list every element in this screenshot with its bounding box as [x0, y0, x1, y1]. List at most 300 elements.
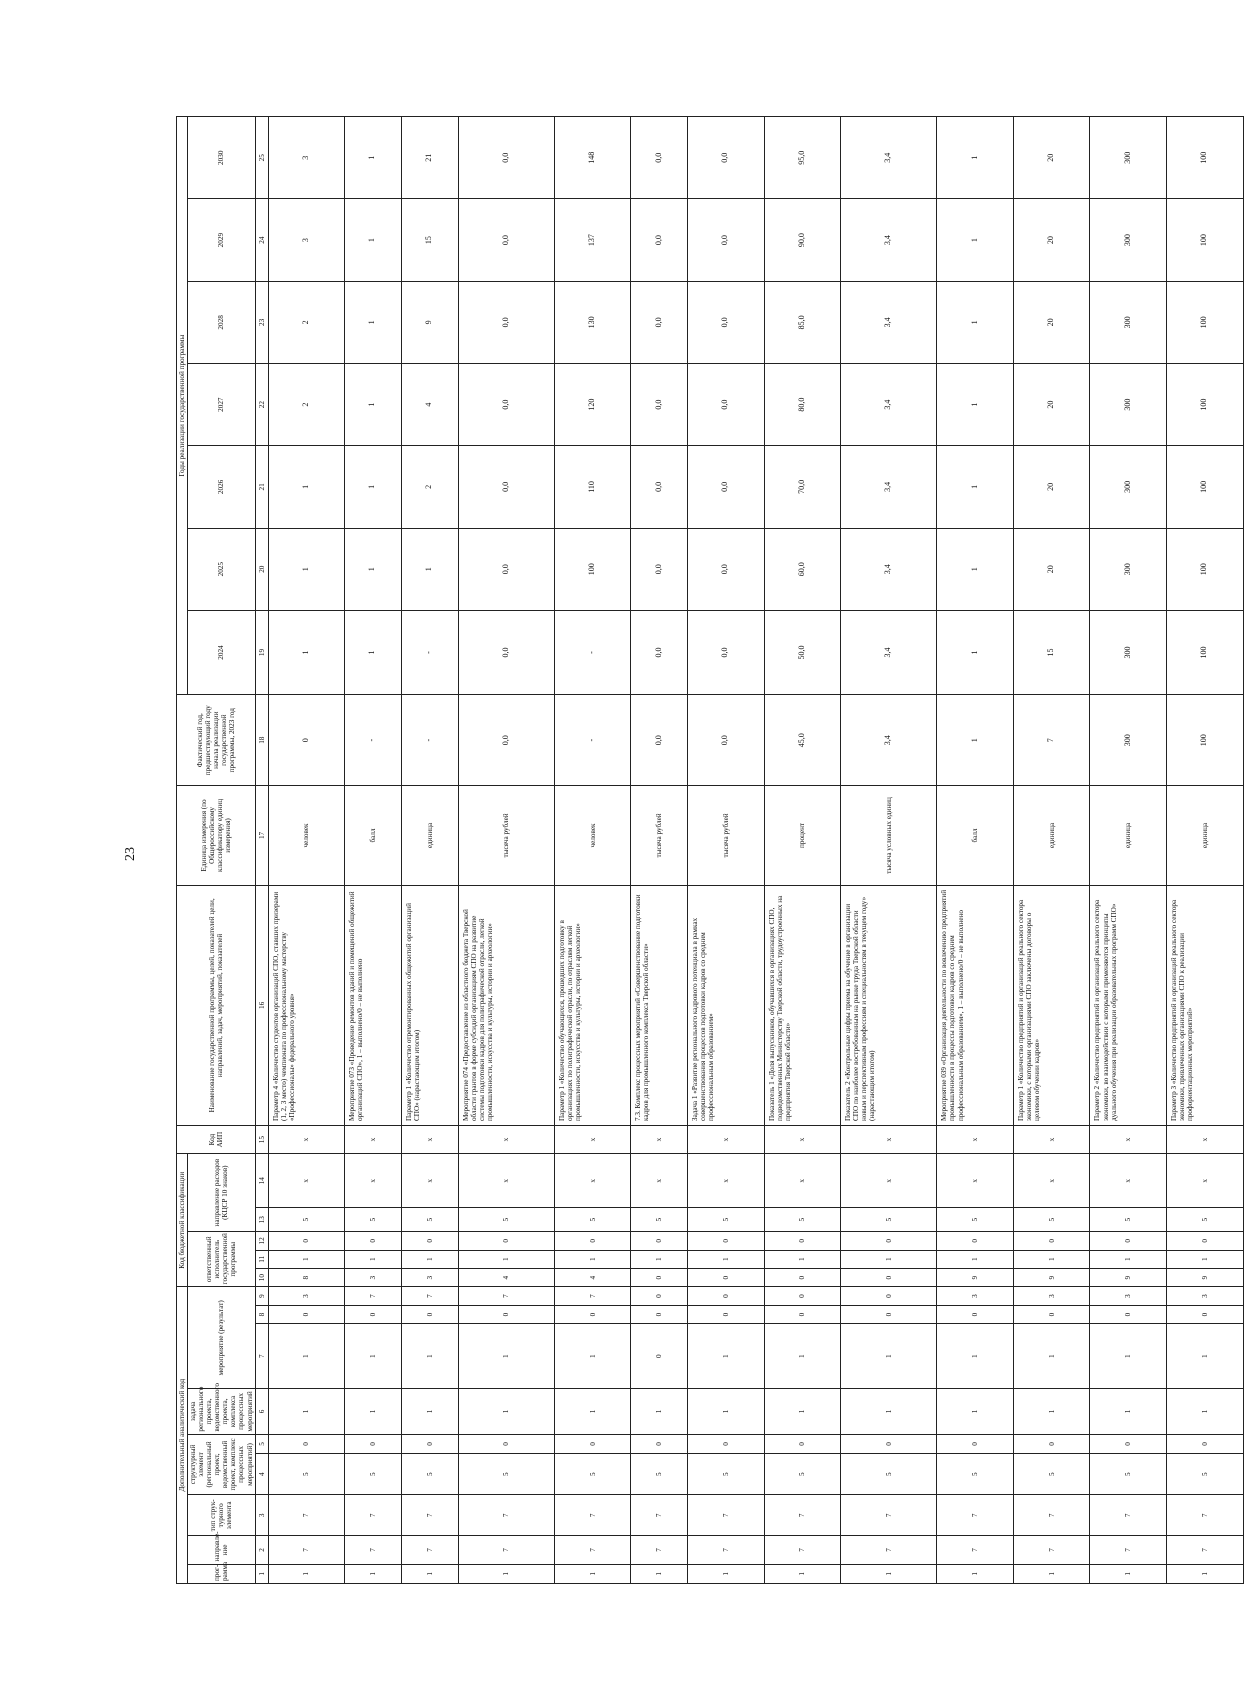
unit-cell: единица [401, 786, 458, 886]
column-number: 9 [255, 1287, 268, 1306]
year-value: 0,0 [458, 117, 554, 199]
column-number: 6 [255, 1389, 268, 1434]
code-cell: 7 [554, 1287, 631, 1306]
column-number: 22 [255, 364, 268, 446]
code-cell: 7 [688, 1536, 765, 1564]
year-value: 3,4 [841, 446, 937, 528]
code-cell: 7 [937, 1536, 1014, 1564]
column-number: 17 [255, 786, 268, 886]
unit-cell: тысяча рублей [688, 786, 765, 886]
unit-cell: балл [345, 786, 402, 886]
code-cell: 1 [554, 1250, 631, 1268]
code-cell: 0 [458, 1434, 554, 1453]
code-cell: 4 [458, 1268, 554, 1286]
column-number: 11 [255, 1250, 268, 1268]
year-value: 20 [1013, 446, 1090, 528]
header-unit: Единица измерения (по Общероссийскому классификатору единиц измерения) [177, 786, 256, 886]
year-value: 3,4 [841, 117, 937, 199]
year-value: - [554, 610, 631, 694]
header-year-2030: 2030 [188, 117, 256, 199]
unit-cell: единица [1166, 786, 1243, 886]
code-cell: 1 [631, 1250, 688, 1268]
table-row [937, 117, 1014, 1584]
code-cell: 1 [1013, 1564, 1090, 1583]
code-cell: 0 [764, 1287, 841, 1306]
year-value: 100 [1166, 281, 1243, 363]
base-year-value: - [345, 695, 402, 786]
code-cell: 7 [458, 1287, 554, 1306]
code-cell: 7 [1013, 1495, 1090, 1536]
year-value: 0,0 [631, 199, 688, 281]
year-value: 1 [268, 528, 345, 610]
code-cell: 1 [458, 1389, 554, 1434]
table-row [841, 117, 937, 1584]
year-value: 1 [937, 610, 1014, 694]
code-cell: 9 [1090, 1268, 1167, 1286]
code-cell: 5 [268, 1208, 345, 1232]
code-cell: 5 [631, 1454, 688, 1495]
code-cell: 7 [401, 1495, 458, 1536]
code-cell: x [631, 1154, 688, 1208]
column-number: 10 [255, 1268, 268, 1286]
code-cell: 1 [841, 1389, 937, 1434]
code-cell: 0 [268, 1232, 345, 1250]
code-cell: x [1166, 1154, 1243, 1208]
item-name: 7.3. Комплекс процессных мероприятий «Совершенствование подготовки кадров для промышленного комплекса Тверской области» [631, 885, 688, 1125]
year-value: 0,0 [631, 610, 688, 694]
code-cell: 0 [937, 1232, 1014, 1250]
program-table [176, 116, 1244, 1584]
code-cell: 5 [1090, 1208, 1167, 1232]
header-row-1 [177, 117, 188, 1584]
table-row [688, 117, 765, 1584]
header-executor: ответственный исполнитель государственной программы [188, 1232, 256, 1287]
year-value: 148 [554, 117, 631, 199]
year-value: 2 [268, 281, 345, 363]
year-value: 137 [554, 199, 631, 281]
code-cell: 0 [688, 1232, 765, 1250]
code-cell: 1 [554, 1564, 631, 1583]
rotated-page [176, 116, 1209, 1584]
year-value: 60,0 [764, 528, 841, 610]
column-number: 16 [255, 885, 268, 1125]
year-value: 0,0 [458, 610, 554, 694]
code-cell: 0 [554, 1434, 631, 1453]
code-cell: 5 [401, 1454, 458, 1495]
year-value: 1 [345, 199, 402, 281]
table-row [1166, 117, 1243, 1584]
unit-cell: единица [1013, 786, 1090, 886]
year-value: 1 [345, 281, 402, 363]
code-cell: 1 [1090, 1250, 1167, 1268]
code-cell: x [688, 1154, 765, 1208]
code-cell: 5 [937, 1208, 1014, 1232]
year-value: 0,0 [688, 528, 765, 610]
year-value: - [401, 610, 458, 694]
code-cell: 1 [268, 1250, 345, 1268]
code-cell: 1 [345, 1564, 402, 1583]
code-cell: 9 [1013, 1268, 1090, 1286]
code-cell: 0 [1013, 1305, 1090, 1323]
code-cell: 0 [268, 1434, 345, 1453]
header-name: Наименование государственной программы, целей, показателей цели, направлений, задач, мероприятий, показателей [177, 885, 256, 1125]
year-value: 20 [1013, 117, 1090, 199]
year-value: 1 [937, 364, 1014, 446]
base-year-value: 7 [1013, 695, 1090, 786]
code-cell: 1 [401, 1564, 458, 1583]
header-program: прог-рамма [188, 1564, 256, 1583]
column-number: 7 [255, 1324, 268, 1389]
unit-cell: тысяча рублей [458, 786, 554, 886]
code-cell: 7 [458, 1495, 554, 1536]
table-row [631, 117, 688, 1584]
header-event: мероприятие (результат) [188, 1287, 256, 1389]
code-cell: x [554, 1154, 631, 1208]
year-value: 4 [401, 364, 458, 446]
code-cell: 0 [345, 1305, 402, 1323]
code-cell: 1 [937, 1324, 1014, 1389]
code-cell: 1 [458, 1250, 554, 1268]
year-value: 3,4 [841, 528, 937, 610]
year-value: 0,0 [631, 528, 688, 610]
header-year-2024: 2024 [188, 610, 256, 694]
year-value: 110 [554, 446, 631, 528]
table-row [764, 117, 841, 1584]
code-cell: 1 [1166, 1564, 1243, 1583]
code-cell: 7 [764, 1536, 841, 1564]
column-number: 21 [255, 446, 268, 528]
code-cell: 7 [458, 1536, 554, 1564]
base-year-value: - [401, 695, 458, 786]
year-value: 95,0 [764, 117, 841, 199]
year-value: 3,4 [841, 199, 937, 281]
year-value: 100 [1166, 610, 1243, 694]
code-cell: 0 [841, 1268, 937, 1286]
code-cell: 5 [554, 1208, 631, 1232]
code-cell: x [268, 1126, 345, 1154]
column-number: 24 [255, 199, 268, 281]
code-cell: x [1013, 1154, 1090, 1208]
code-cell: x [764, 1126, 841, 1154]
header-years: Годы реализации государственной программы [177, 117, 188, 695]
header-program-code: Дополнительный аналитический код [177, 1287, 188, 1584]
code-cell: x [268, 1154, 345, 1208]
code-cell: 5 [764, 1208, 841, 1232]
code-cell: 1 [554, 1324, 631, 1389]
code-cell: 0 [631, 1324, 688, 1389]
code-cell: 0 [401, 1434, 458, 1453]
year-value: 0,0 [631, 446, 688, 528]
header-year-2027: 2027 [188, 364, 256, 446]
year-value: 100 [554, 528, 631, 610]
code-cell: 1 [458, 1324, 554, 1389]
year-value: 1 [937, 117, 1014, 199]
code-cell: x [1013, 1126, 1090, 1154]
item-name: Мероприятие 074 «Предоставление из областного бюджета Тверской области грантов в форме субсидий организациям СПО на развитие системы подготовки кадров для полиграфической отрасли, легкой промышленности, искусства и культуры, истории и археологии» [458, 885, 554, 1125]
year-value: 3 [268, 117, 345, 199]
code-cell: 1 [554, 1389, 631, 1434]
code-cell: 0 [764, 1434, 841, 1453]
code-cell: 0 [631, 1268, 688, 1286]
code-cell: 7 [764, 1495, 841, 1536]
item-name: Параметр 1 «Количество отремонтированных общежитий организаций СПО» (нарастающим итогом) [401, 885, 458, 1125]
code-cell: 1 [688, 1324, 765, 1389]
year-value: 0,0 [458, 199, 554, 281]
code-cell: 7 [268, 1536, 345, 1564]
header-aip: Код АИП [177, 1126, 256, 1154]
year-value: 0,0 [688, 281, 765, 363]
item-name: Показатель 2 «Контрольные цифры приема на обучение в организации СПО по наиболее востребованным на рынке труда Тверской области новым и перспективным профессиям и специальностям в текущем году» (нарастающим итогом) [841, 885, 937, 1125]
code-cell: x [631, 1126, 688, 1154]
year-value: 20 [1013, 528, 1090, 610]
year-value: 0,0 [688, 446, 765, 528]
code-cell: 0 [458, 1232, 554, 1250]
rotated-table-frame [176, 116, 1209, 1584]
code-cell: 7 [401, 1536, 458, 1564]
code-cell: 1 [1166, 1324, 1243, 1389]
code-cell: 7 [631, 1495, 688, 1536]
code-cell: 5 [1090, 1454, 1167, 1495]
code-cell: 0 [937, 1305, 1014, 1323]
code-cell: 1 [401, 1324, 458, 1389]
code-cell: 0 [1090, 1232, 1167, 1250]
code-cell: 1 [268, 1324, 345, 1389]
header-struct-element: структурный элемент (региональный проект, ведомственный проект, комплекс процессных мероприятий) [188, 1434, 256, 1495]
code-cell: 5 [268, 1454, 345, 1495]
code-cell: 1 [688, 1564, 765, 1583]
code-cell: 0 [841, 1305, 937, 1323]
code-cell: 0 [688, 1268, 765, 1286]
code-cell: 0 [1090, 1434, 1167, 1453]
year-value: 100 [1166, 117, 1243, 199]
year-value: 1 [401, 528, 458, 610]
code-cell: 3 [1090, 1287, 1167, 1306]
code-cell: 3 [401, 1268, 458, 1286]
code-cell: 1 [631, 1564, 688, 1583]
unit-cell: процент [764, 786, 841, 886]
code-cell: 1 [268, 1389, 345, 1434]
code-cell: x [458, 1154, 554, 1208]
code-cell: 1 [631, 1389, 688, 1434]
year-value: 0,0 [688, 117, 765, 199]
year-value: 300 [1090, 528, 1167, 610]
code-cell: 9 [937, 1268, 1014, 1286]
code-cell: 7 [268, 1495, 345, 1536]
table-row [554, 117, 631, 1584]
year-value: 90,0 [764, 199, 841, 281]
code-cell: 3 [1166, 1287, 1243, 1306]
code-cell: 0 [458, 1305, 554, 1323]
year-value: 3,4 [841, 610, 937, 694]
year-value: 2 [268, 364, 345, 446]
code-cell: 7 [688, 1495, 765, 1536]
code-cell: 1 [1090, 1324, 1167, 1389]
year-value: 80,0 [764, 364, 841, 446]
code-cell: 0 [1166, 1434, 1243, 1453]
code-cell: 0 [688, 1305, 765, 1323]
year-value: 0,0 [458, 281, 554, 363]
column-number: 14 [255, 1154, 268, 1208]
header-year-2028: 2028 [188, 281, 256, 363]
code-cell: 0 [688, 1434, 765, 1453]
year-value: 1 [268, 610, 345, 694]
header-base-year: Фактический год, предшествующий году начала реализации государственной программы, 2023 год [177, 695, 256, 786]
column-number: 12 [255, 1232, 268, 1250]
code-cell: 0 [554, 1232, 631, 1250]
code-cell: 1 [401, 1250, 458, 1268]
code-cell: 1 [1090, 1389, 1167, 1434]
code-cell: 7 [1090, 1495, 1167, 1536]
code-cell: x [1090, 1154, 1167, 1208]
year-value: 300 [1090, 117, 1167, 199]
base-year-value: - [554, 695, 631, 786]
year-value: 1 [345, 117, 402, 199]
year-value: 0,0 [631, 117, 688, 199]
code-cell: x [688, 1126, 765, 1154]
year-value: 300 [1090, 446, 1167, 528]
code-cell: 5 [1166, 1208, 1243, 1232]
unit-cell: тысяча условных единиц [841, 786, 937, 886]
year-value: 50,0 [764, 610, 841, 694]
year-value: 0,0 [688, 610, 765, 694]
code-cell: 5 [1013, 1454, 1090, 1495]
code-cell: 0 [345, 1232, 402, 1250]
year-value: 100 [1166, 446, 1243, 528]
code-cell: 1 [937, 1564, 1014, 1583]
code-cell: x [1166, 1126, 1243, 1154]
code-cell: 5 [631, 1208, 688, 1232]
column-number: 23 [255, 281, 268, 363]
column-number-row [255, 117, 268, 1584]
code-cell: 1 [841, 1564, 937, 1583]
base-year-value: 300 [1090, 695, 1167, 786]
code-cell: 4 [554, 1268, 631, 1286]
code-cell: x [401, 1154, 458, 1208]
code-cell: 0 [345, 1434, 402, 1453]
code-cell: 1 [764, 1324, 841, 1389]
code-cell: 1 [1166, 1389, 1243, 1434]
code-cell: 1 [841, 1324, 937, 1389]
code-cell: 5 [937, 1454, 1014, 1495]
year-value: 3,4 [841, 364, 937, 446]
code-cell: 5 [1166, 1454, 1243, 1495]
year-value: 1 [268, 446, 345, 528]
header-year-2029: 2029 [188, 199, 256, 281]
code-cell: 5 [688, 1454, 765, 1495]
year-value: 0,0 [688, 364, 765, 446]
code-cell: x [937, 1126, 1014, 1154]
column-number: 3 [255, 1495, 268, 1536]
header-task: задача регионального проекта, ведомственного проекта, комплекса процессных мероприятий [188, 1389, 256, 1434]
code-cell: 0 [554, 1305, 631, 1323]
code-cell: 0 [401, 1305, 458, 1323]
column-number: 5 [255, 1434, 268, 1453]
table-row [458, 117, 554, 1584]
year-value: 1 [937, 528, 1014, 610]
code-cell: 0 [841, 1434, 937, 1453]
code-cell: 1 [345, 1324, 402, 1389]
year-value: 0,0 [458, 364, 554, 446]
year-value: 0,0 [631, 281, 688, 363]
code-cell: 1 [345, 1389, 402, 1434]
code-cell: 1 [688, 1389, 765, 1434]
code-cell: x [764, 1154, 841, 1208]
code-cell: 5 [554, 1454, 631, 1495]
code-cell: 5 [345, 1208, 402, 1232]
code-cell: 1 [764, 1250, 841, 1268]
year-value: 1 [937, 446, 1014, 528]
code-cell: 3 [268, 1287, 345, 1306]
code-cell: 1 [841, 1250, 937, 1268]
code-cell: 0 [688, 1287, 765, 1306]
code-cell: 7 [401, 1287, 458, 1306]
year-value: 100 [1166, 528, 1243, 610]
code-cell: 9 [1166, 1268, 1243, 1286]
header-struct-type: тип струк-турного элемента [188, 1495, 256, 1536]
code-cell: 1 [688, 1250, 765, 1268]
year-value: 130 [554, 281, 631, 363]
code-cell: 1 [1013, 1324, 1090, 1389]
year-value: 3 [268, 199, 345, 281]
code-cell: 1 [401, 1389, 458, 1434]
column-number: 2 [255, 1536, 268, 1564]
page-number: 23 [123, 847, 138, 861]
year-value: 0,0 [458, 528, 554, 610]
code-cell: 0 [631, 1434, 688, 1453]
year-value: 300 [1090, 281, 1167, 363]
table-row [345, 117, 402, 1584]
year-value: 1 [345, 364, 402, 446]
code-cell: 7 [554, 1536, 631, 1564]
column-number: 4 [255, 1454, 268, 1495]
code-cell: 1 [458, 1564, 554, 1583]
code-cell: 7 [1013, 1536, 1090, 1564]
code-cell: x [345, 1126, 402, 1154]
code-cell: 1 [345, 1250, 402, 1268]
code-cell: 1 [268, 1564, 345, 1583]
column-number: 8 [255, 1305, 268, 1323]
code-cell: 7 [345, 1536, 402, 1564]
year-value: 9 [401, 281, 458, 363]
code-cell: 0 [1166, 1232, 1243, 1250]
item-name: Параметр 3 «Количество предприятий и организаций реального сектора экономики, привлеченных организациями СПО к реализации профориентационных мероприятий» [1166, 885, 1243, 1125]
code-cell: 5 [764, 1454, 841, 1495]
code-cell: 7 [554, 1495, 631, 1536]
base-year-value: 1 [937, 695, 1014, 786]
code-cell: x [554, 1126, 631, 1154]
column-number: 18 [255, 695, 268, 786]
code-cell: 5 [401, 1208, 458, 1232]
year-value: 20 [1013, 199, 1090, 281]
unit-cell: балл [937, 786, 1014, 886]
code-cell: 7 [841, 1495, 937, 1536]
column-number: 15 [255, 1126, 268, 1154]
item-name: Мероприятие 073 «Проведение ремонтов зданий и помещений общежитий организаций СПО», 1 – выполнено/0 – не выполнено [345, 885, 402, 1125]
code-cell: 1 [1166, 1250, 1243, 1268]
table-row [401, 117, 458, 1584]
code-cell: 1 [937, 1389, 1014, 1434]
item-name: Параметр 2 «Количество предприятий и организаций реального сектора экономики, во взаимодействии с которыми применяются принципы дуального обучения при реализации образовательных программ СПО» [1090, 885, 1167, 1125]
code-cell: 1 [937, 1250, 1014, 1268]
year-value: 70,0 [764, 446, 841, 528]
code-cell: 7 [937, 1495, 1014, 1536]
code-cell: 0 [631, 1305, 688, 1323]
code-cell: 1 [1090, 1564, 1167, 1583]
year-value: 1 [937, 281, 1014, 363]
column-number: 20 [255, 528, 268, 610]
item-name: Мероприятие 039 «Организация деятельности по вовлечению предприятий промышленности в процессы подготовки кадров со средним профессиональным образованием», 1 – выполнено/0 – не выполнено [937, 885, 1014, 1125]
year-value: 300 [1090, 364, 1167, 446]
